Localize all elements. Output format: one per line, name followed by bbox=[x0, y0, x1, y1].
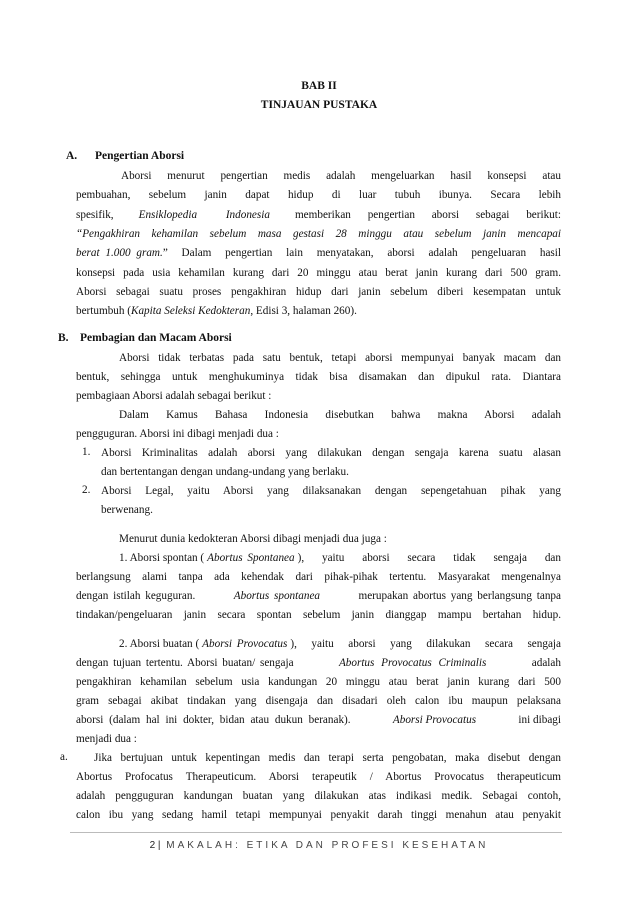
text-run: 2. Aborsi buatan ( bbox=[119, 638, 200, 650]
paragraph-line: Aborsi tidak terbatas pada satu bentuk, tetapi aborsi mempunyai banyak macam dan bbox=[119, 352, 561, 364]
paragraph-line bbox=[76, 208, 561, 222]
list-item-line: Aborsi Legal, yaitu Aborsi yang dilaksanakan dengan sepengetahuan pihak yang bbox=[101, 485, 561, 497]
list-number: 1. bbox=[82, 446, 91, 458]
list-item-line: Aborsi Kriminalitas adalah aborsi yang dilakukan dengan sengaja karena suatu alasan bbox=[101, 447, 561, 459]
term-italic: Abortus spontanea bbox=[233, 590, 320, 602]
paragraph-line: pembagiaan Aborsi adalah sebagai berikut : bbox=[76, 390, 272, 402]
footer-title: MAKALAH: ETIKA DAN PROFESI KESEHATAN bbox=[166, 840, 489, 851]
text-run: adalah bbox=[531, 657, 561, 669]
paragraph-line bbox=[119, 551, 561, 565]
paragraph-line: Dalam Kamus Bahasa Indonesia disebutkan bahwa makna Aborsi adalah bbox=[119, 409, 561, 421]
paragraph-line bbox=[76, 304, 357, 318]
paragraph-line bbox=[76, 656, 561, 670]
term-italic: Abortus Provocatus Criminalis bbox=[338, 657, 487, 669]
page-footer bbox=[0, 840, 638, 851]
paragraph-line: Aborsi sebagai suatu proses pengakhiran hidup dari janin sebelum diberi kesempatan untuk bbox=[76, 286, 561, 298]
section-b-title: Pembagian dan Macam Aborsi bbox=[80, 332, 232, 344]
paragraph-line: adalah pengguguran kandungan buatan yang dilakukan atas indikasi medik. Sebagai contoh, bbox=[76, 790, 561, 802]
footer-divider bbox=[70, 832, 562, 833]
text-run: memberikan pengertian aborsi sebagai berikut: bbox=[294, 209, 561, 221]
text-run: merupakan abortus yang berlangsung tanpa bbox=[358, 590, 561, 602]
text-run: dengan tujuan tertentu. Aborsi buatan/ sengaja bbox=[76, 657, 294, 669]
list-item-line: dan bertentangan dengan undang-undang yang berlaku. bbox=[101, 466, 349, 478]
paragraph-line: pengakhiran kehamilan sebelum usia kandungan 20 minggu atau berat janin kurang dari 500 bbox=[76, 676, 561, 688]
text-run: aborsi (dalam hal ini dokter, bidan atau dukun beranak). bbox=[76, 714, 351, 726]
page-number: 2 | bbox=[149, 840, 161, 851]
section-b-label: B. bbox=[58, 332, 69, 344]
paragraph-line: calon ibu yang sedang hamil tetapi mempunyai penyakit darah tinggi menahun atau penyakit bbox=[76, 809, 561, 821]
text-run: ” Dalam pengertian lain menyatakan, aborsi adalah pengeluaran hasil bbox=[162, 247, 561, 259]
text-run: ), yaitu aborsi secara tidak sengaja dan bbox=[297, 552, 561, 564]
text-run: dengan istilah keguguran. bbox=[76, 590, 196, 602]
section-a-label: A. bbox=[66, 150, 78, 162]
paragraph-line: Jika bertujuan untuk kepentingan medis dan terapi serta pengobatan, maka disebut dengan bbox=[94, 752, 561, 764]
chapter-title: TINJAUAN PUSTAKA bbox=[260, 99, 378, 111]
text-run: spesifik, bbox=[76, 209, 114, 221]
paragraph-line: Menurut dunia kedokteran Aborsi dibagi menjadi dua juga : bbox=[119, 533, 387, 545]
term-italic: Aborsi Provocatus bbox=[392, 714, 477, 726]
text-run: bertumbuh ( bbox=[76, 305, 131, 317]
paragraph-line: bentuk, sehingga untuk menghukuminya tidak bisa disamakan dan dipukul rata. Diantara bbox=[76, 371, 561, 383]
paragraph-line: konsepsi pada usia kehamilan kurang dari 20 minggu atau berat janin kurang dari 500 gram. bbox=[76, 267, 561, 279]
paragraph-line bbox=[119, 637, 561, 651]
paragraph-line: pengguguran. Aborsi ini dibagi menjadi dua : bbox=[76, 428, 279, 440]
text-run: ), yaitu aborsi yang dilakukan secara sengaja bbox=[290, 638, 561, 650]
paragraph-line bbox=[76, 589, 561, 603]
section-a-title: Pengertian Aborsi bbox=[95, 150, 185, 162]
paragraph-line bbox=[76, 227, 561, 241]
text-run: ini dibagi bbox=[518, 714, 561, 726]
term-italic: Abortus Spontanea bbox=[207, 552, 295, 564]
paragraph-line bbox=[76, 246, 561, 260]
paragraph-line: Abortus Profocatus Therapeuticum. Aborsi terapeutik / Abortus Provocatus therapeuticum bbox=[76, 771, 561, 783]
term-italic: Aborsi Provocatus bbox=[202, 638, 288, 650]
paragraph-line: berlangsung alami tanpa ada kehendak dari pihak-pihak tertentu. Masyarakat mengenalnya bbox=[76, 571, 561, 583]
paragraph-line: pembuahan, sebelum janin dapat hidup di luar tubuh ibunya. Secara lebih bbox=[76, 189, 561, 201]
quote-text: “Pengakhiran kehamilan sebelum masa gestasi 28 minggu atau sebelum janin mencapai bbox=[76, 228, 561, 240]
text-run: , Edisi 3, halaman 260). bbox=[250, 305, 357, 317]
paragraph-line: Aborsi menurut pengertian medis adalah mengeluarkan hasil konsepsi atau bbox=[121, 170, 561, 182]
source-title: Kapita Seleksi Kedokteran bbox=[131, 305, 251, 317]
text-run: 1. Aborsi spontan ( bbox=[119, 552, 205, 564]
list-item-line: berwenang. bbox=[101, 504, 153, 516]
paragraph-line: gram sebagai akibat tindakan yang disengaja dan disadari oleh calon ibu maupun pelaksana bbox=[76, 695, 561, 707]
paragraph-line bbox=[76, 713, 561, 727]
source-title: Ensiklopedia Indonesia bbox=[138, 209, 270, 221]
chapter-number: BAB II bbox=[301, 80, 337, 92]
paragraph-line: menjadi dua : bbox=[76, 733, 137, 745]
list-number: 2. bbox=[82, 484, 91, 496]
paragraph-line: tindakan/pengeluaran janin secara spontan sebelum janin dianggap mampu bertahan hidup. bbox=[76, 609, 561, 621]
list-letter: a. bbox=[60, 751, 68, 763]
quote-text: berat 1.000 gram. bbox=[76, 247, 163, 259]
